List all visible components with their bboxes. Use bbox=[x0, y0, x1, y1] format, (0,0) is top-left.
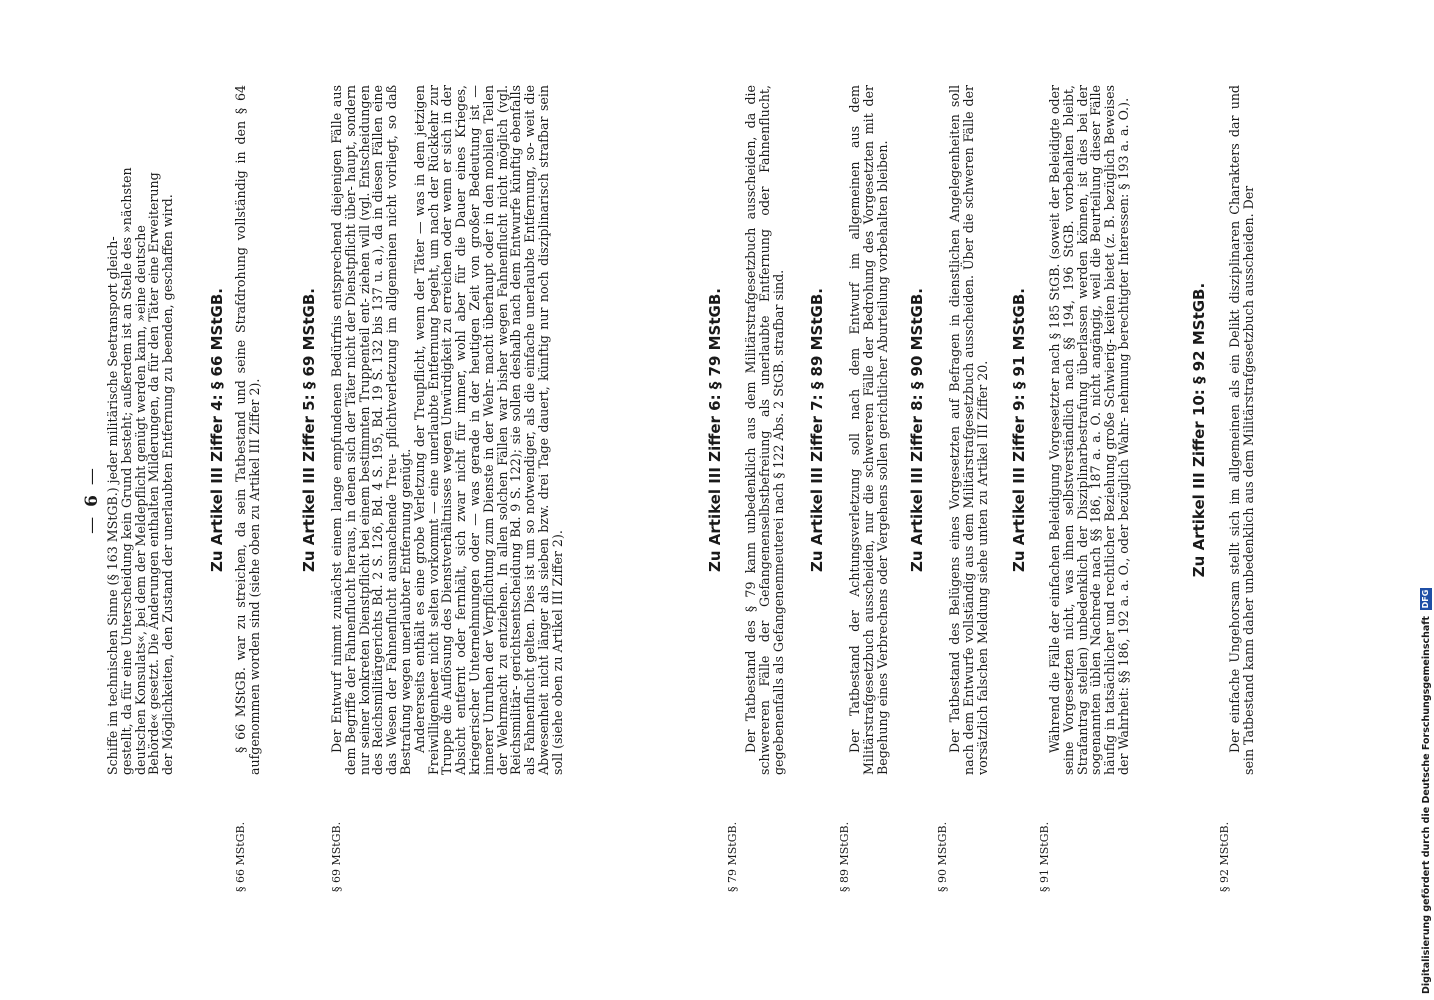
margin-note-92: § 92 MStGB. bbox=[1218, 821, 1231, 892]
paragraph: Der einfache Ungehorsam stellt sich im allgemeinen als ein Delikt disziplinaren Charakters dar und sein Tatbestand kann daher unbedenklich aus dem Militärstrafgesetzbuch ausscheiden. Der bbox=[1227, 85, 1256, 775]
paragraph: Andererseits enthält es eine grobe Verletzung der Treupflicht, wenn der Täter — was in dem jetzigen Freiwilligenheer nicht selten vorkommt — eine unerlaubte Entfernung begeht, um nach der Rückkehr zur Truppe die Auflösung des Dienstverhältnisses wegen Unwürdigkeit zu erreichen oder wenn er sich in der Absicht entfernt oder fernhält, sich zwar nicht für immer, wohl aber für die Dauer eines Krieges, kriegerischer Unternehmungen oder — was gerade in der heutigen Zeit von großer Bedeutung ist — innerer Unruhen der Verpflichtung zum Dienste in der Wehr- macht überhaupt oder in den mobilen Teilen der Wehrmacht zu entziehen. In allen solchen Fällen war bisher wegen Fahnenflucht nicht möglich (vgl. Reichsmilitär- gerichtsentscheidung Bd. 9 S. 122); sie sollen deshalb nach dem Entwurfe künftig ebenfalls als Fahnenflucht gelten. Dies ist um so notwendiger, als die einfache unerlaubte Entfernung, so- weit die Abwesenheit nicht länger als sieben bzw. drei Tage dauert, künftig nur noch disziplinarisch strafbar sein soll (siehe oben zu Artikel III Ziffer 2). bbox=[411, 85, 565, 775]
intro-paragraph bbox=[106, 85, 175, 775]
paragraph: § 66 MStGB. war zu streichen, da sein Tatbestand und seine Strafdrohung vollständig in den § 64 aufgenommen worden sind (siehe oben zu Artikel III Ziffer 2). bbox=[233, 85, 262, 775]
section-body-89 bbox=[848, 85, 889, 775]
intro-line: der Möglichkeiten, den Zustand der unerlaubten Entfernung zu beenden, geschaffen wird. bbox=[160, 194, 176, 775]
section-body-66 bbox=[234, 85, 262, 775]
section-heading-90: Zu Artikel III Ziffer 8: § 90 MStGB. bbox=[908, 288, 926, 572]
section-heading-91: Zu Artikel III Ziffer 9: § 91 MStGB. bbox=[1010, 288, 1028, 572]
section-heading-92: Zu Artikel III Ziffer 10: § 92 MStGB. bbox=[1190, 282, 1208, 578]
section-body-91 bbox=[1048, 85, 1131, 775]
intro-line: Schiffe im technischen Sinne (§ 163 MStGB.) jeder militärische Seetransport gleich- bbox=[105, 236, 120, 775]
margin-note-89: § 89 MStGB. bbox=[838, 821, 851, 892]
section-body-79 bbox=[744, 85, 785, 775]
intro-line: deutschen Konsulats«, bei dem der Meldepflicht genügt werden kann, »eine deutsche bbox=[132, 225, 148, 775]
dfg-logo: DFG bbox=[1421, 589, 1430, 609]
section-heading-89: Zu Artikel III Ziffer 7: § 89 MStGB. bbox=[808, 288, 826, 572]
section-heading-79: Zu Artikel III Ziffer 6: § 79 MStGB. bbox=[706, 288, 724, 572]
page-number bbox=[82, 0, 102, 1000]
paragraph: Der Tatbestand des Belügens eines Vorgesetzten auf Befragen in dienstlichen Angelegenheiten soll nach dem Entwurfe vollständig aus dem Militärstrafgesetzbuch ausscheiden. Über die schweren Fälle der vorsätzlich falschen Meldung siehe unten zu Artikel III Ziffer 20. bbox=[947, 85, 990, 775]
margin-note-66: § 66 MStGB. bbox=[234, 821, 247, 892]
page-number-dash-left: — bbox=[82, 514, 102, 534]
page-number-dash-right: — bbox=[82, 466, 102, 486]
paragraph: Der Tatbestand des § 79 kann unbedenklich aus dem Militärstrafgesetzbuch ausscheiden, da die schwereren Fälle der Gefangenenselbstbefreiung als unerlaubte Entfernung oder Fahnenflucht, gegebenenfalls als Gefangenenmeuterei nach § 122 Abs. 2 StGB. strafbar sind. bbox=[743, 85, 786, 775]
section-body-90 bbox=[948, 85, 989, 775]
section-heading-69: Zu Artikel III Ziffer 5: § 69 MStGB. bbox=[300, 288, 318, 572]
section-body-69 bbox=[330, 85, 565, 775]
intro-line: Behörde« gesetzt. Die Änderungen enthalten Milderungen, da für den Täter eine Erweiterung bbox=[146, 172, 162, 775]
digitization-credit-text: Digitalisierung gefördert durch die Deutsche Forschungsgemeinschaft bbox=[1420, 616, 1432, 994]
paragraph: Der Tatbestand der Achtungsverletzung soll nach dem Entwurf im allgemeinen aus dem Militärstrafgesetzbuch ausscheiden, nur die schwereren Fälle der Bedrohung des Vorgesetzten mit der Begehung eines Verbrechens oder Vergehens sollen gerichtlicher Aburteilung vorbehalten bleiben. bbox=[847, 85, 890, 775]
paragraph: Während die Fälle der einfachen Beleidigung Vorgesetzter nach § 185 StGB. (soweit der Beleidigte oder seine Vorgesetzten nicht, was ihnen selbstverständlich nach §§ 194, 196 StGB. vorbehalten bleibt, Strafantrag stellen) unbedenklich der Disziplinarbestrafung überlassen werden können, ist dies bei der sogenannten üblen Nachrede nach §§ 186, 187 a. a. O. nicht angängig, weil die Beurteilung dieser Fälle häufig in tatsächlicher und rechtlicher Beziehung große Schwierig- keiten bietet (z. B. bezüglich Beweises der Wahrheit: §§ 186, 192 a. a. O., oder bezüglich Wahr- nehmung berechtigter Interessen: § 193 a. a. O.). bbox=[1047, 85, 1131, 775]
section-heading-66: Zu Artikel III Ziffer 4: § 66 MStGB. bbox=[208, 288, 226, 572]
margin-note-79: § 79 MStGB. bbox=[726, 821, 739, 892]
section-body-92 bbox=[1228, 85, 1256, 775]
digitization-credit bbox=[1418, 4, 1434, 994]
intro-line: gestellt, da für eine Unterscheidung kein Grund besteht; außerdem ist an Stelle des »nächsten bbox=[118, 167, 134, 775]
margin-note-91: § 91 MStGB. bbox=[1038, 821, 1051, 892]
page-number-value: 6 bbox=[82, 493, 102, 507]
margin-note-69: § 69 MStGB. bbox=[330, 821, 343, 892]
paragraph: Der Entwurf nimmt zunächst einem lange empfundenen Bedürfnis entsprechend diejenigen Fälle aus dem Begriffe der Fahnenflucht heraus, in denen sich der Täter nicht der Dienstpflicht über- haupt, sondern nur seiner konkreten Dienstpflicht bei einem bestimmten Truppenteil ent- ziehen will (vgl. Entscheidungen des Reichsmilitärgerichts Bd. 2 S. 126, Bd. 4 S. 195, Bd. 19 S. 132 bis 137 u. a.), da in diesen Fällen eine das Wesen der Fahnenflucht ausmachende Treu- pflichtverletzung im allgemeinen nicht vorliegt, so daß Bestrafung wegen unerlaubter Entfernung genügt. bbox=[329, 85, 413, 775]
margin-note-90: § 90 MStGB. bbox=[936, 821, 949, 892]
